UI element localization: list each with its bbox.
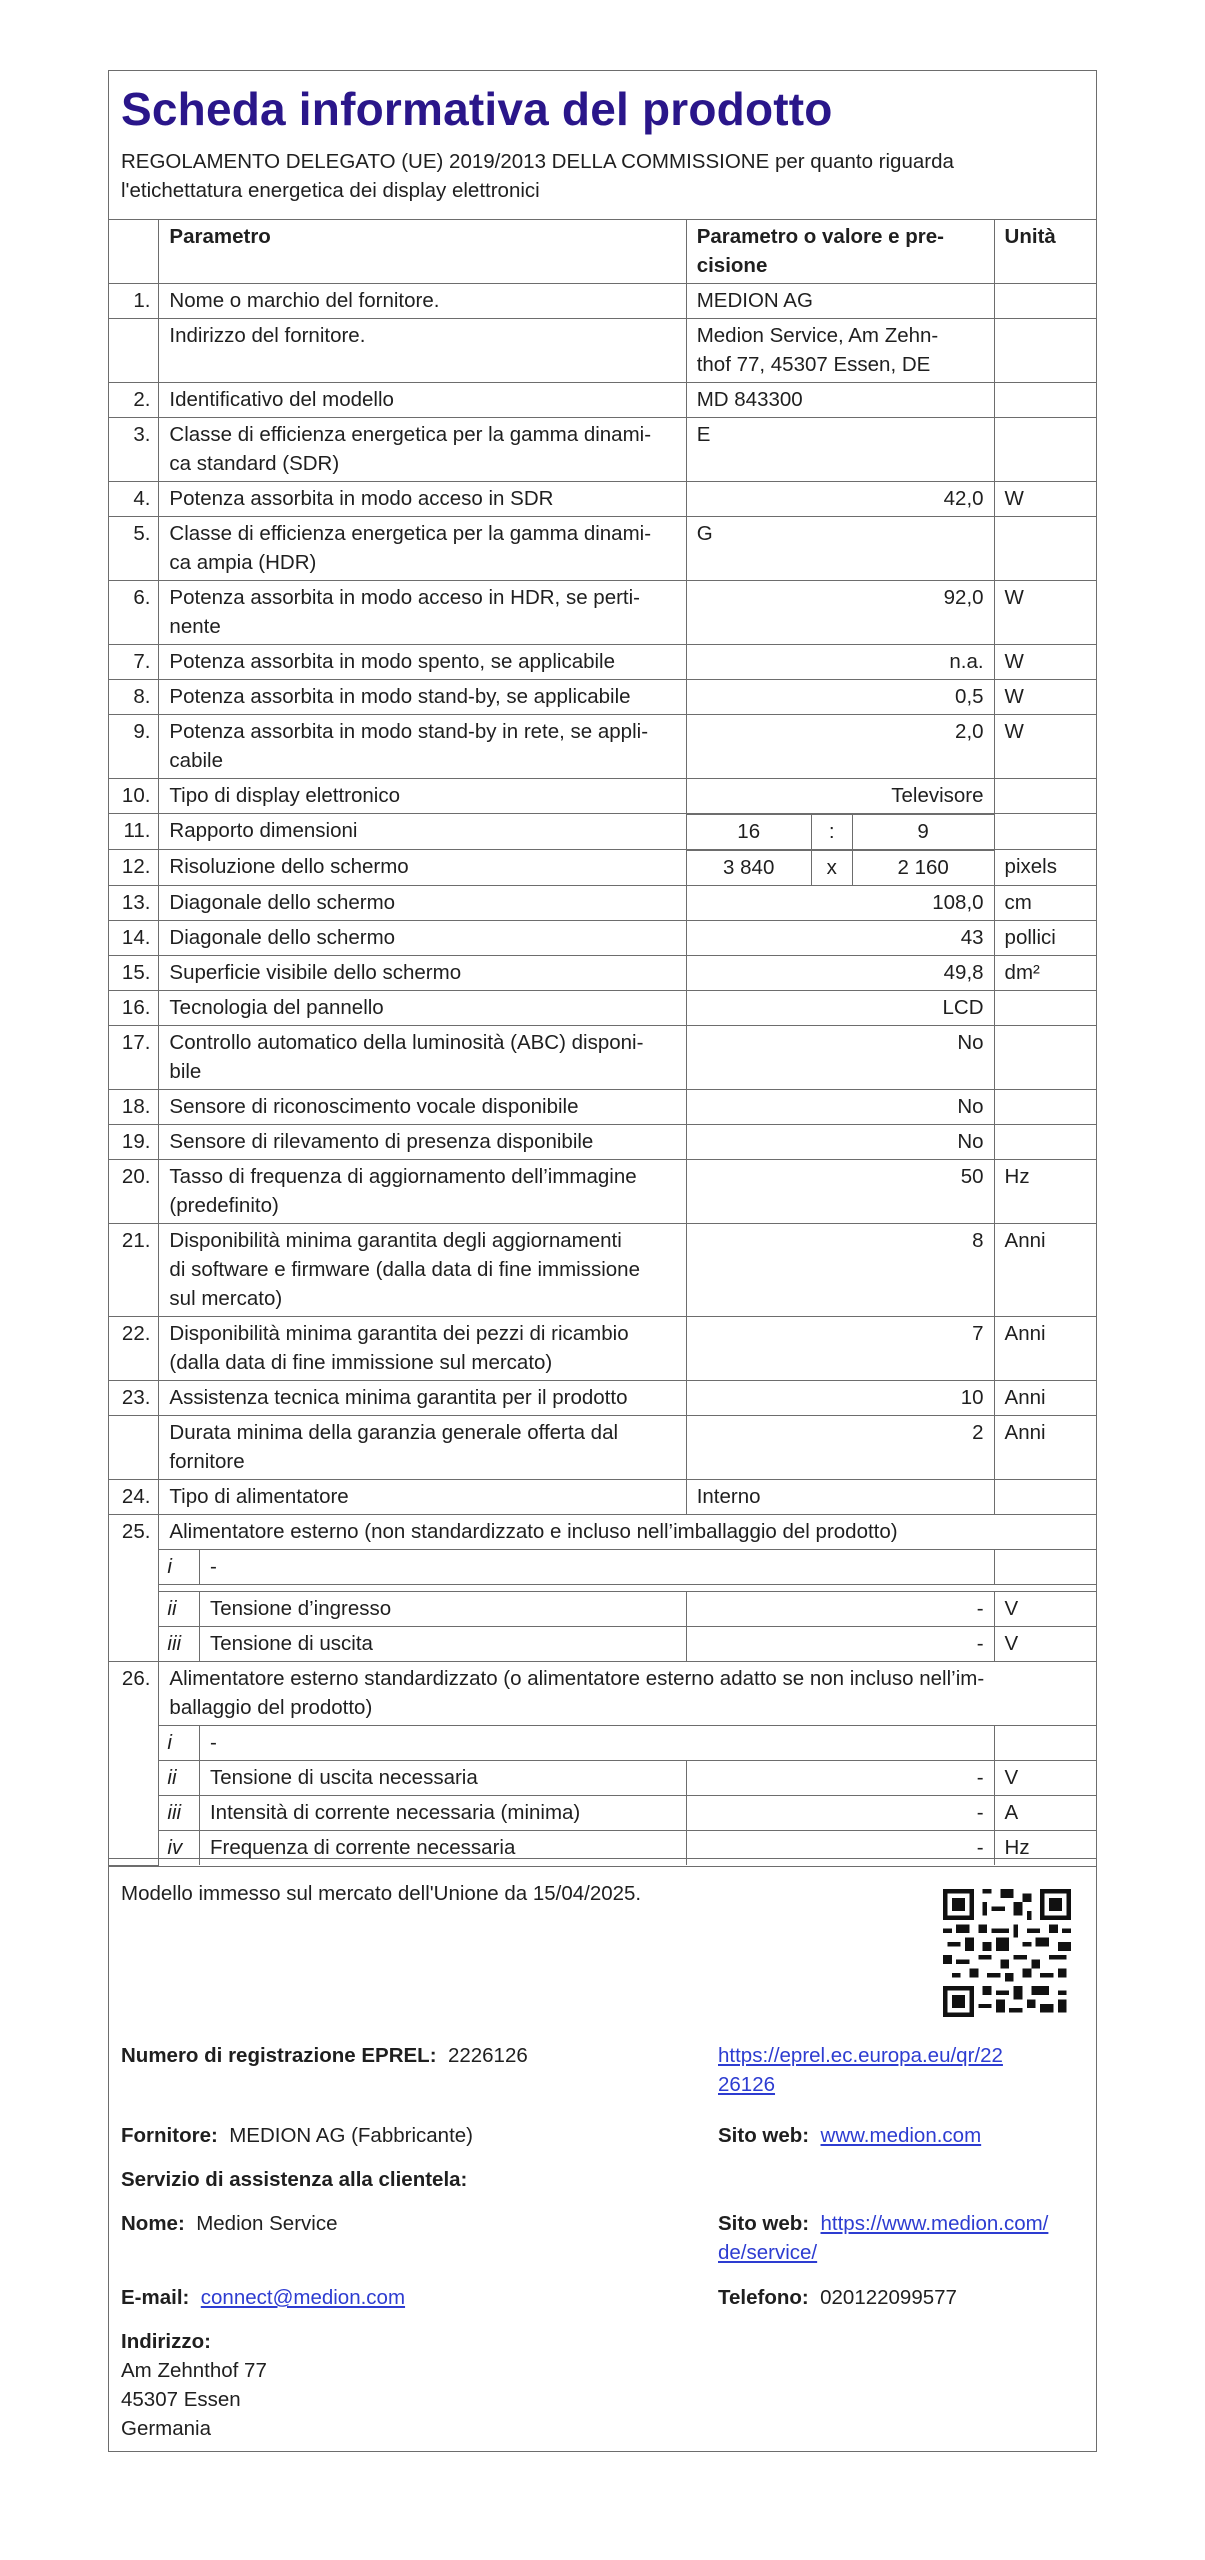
table-row: 21. Disponibilità minima garantita degli aggiornamenti di software e firmware (dalla data di fine immissione sul mercato) 8 Anni bbox=[109, 1224, 1096, 1317]
table-subrow: i - bbox=[109, 1726, 1096, 1761]
page-title: Scheda informativa del prodotto bbox=[121, 83, 833, 135]
table-header-row bbox=[109, 220, 1096, 284]
table-row: 23. Assistenza tecnica minima garantita per il prodotto 10 Anni bbox=[109, 1381, 1096, 1416]
supplier-website: Sito web: www.medion.com bbox=[718, 2124, 982, 2147]
table-row: 2. Identificativo del modello MD 843300 bbox=[109, 383, 1096, 418]
eprel-link[interactable]: https://eprel.ec.europa.eu/qr/22 26126 bbox=[718, 2044, 1003, 2096]
table-subrow: iii Intensità di corrente necessaria (minima) - A bbox=[109, 1796, 1096, 1831]
eprel-number: 2226126 bbox=[447, 2044, 528, 2067]
table-row: 14. Diagonale dello schermo 43 pollici bbox=[109, 921, 1096, 956]
table-row: 8. Potenza assorbita in modo stand-by, se applicabile 0,5 W bbox=[109, 680, 1096, 715]
table-row: 9. Potenza assorbita in modo stand-by in rete, se appli- cabile 2,0 W bbox=[109, 715, 1096, 779]
registration-info-box bbox=[108, 1858, 1097, 2452]
table-row: 6. Potenza assorbita in modo acceso in HDR, se perti- nente 92,0 W bbox=[109, 581, 1096, 645]
header-parametro: Parametro bbox=[159, 220, 686, 284]
table-row: 25. Alimentatore esterno (non standardizzato e incluso nell’imballaggio del prodotto) bbox=[109, 1515, 1096, 1550]
service-heading: Servizio di assistenza alla clientela: bbox=[121, 2168, 468, 2191]
service-email: E-mail: connect@medion.com bbox=[121, 2286, 406, 2309]
qr-code-icon[interactable] bbox=[943, 1889, 1071, 2017]
table-row: 19. Sensore di rilevamento di presenza disponibile No bbox=[109, 1125, 1096, 1160]
table-row: 1. Nome o marchio del fornitore. MEDION AG bbox=[109, 284, 1096, 319]
spec-table bbox=[109, 219, 1096, 1866]
service-website-link[interactable]: https://www.medion.com/ bbox=[820, 2212, 1049, 2235]
service-website: Sito web: https://www.medion.com/ de/service/ bbox=[718, 2212, 1049, 2264]
website-link[interactable]: www.medion.com bbox=[820, 2124, 982, 2147]
table-row: Indirizzo del fornitore. Medion Service, Am Zehn- thof 77, 45307 Essen, DE bbox=[109, 319, 1096, 383]
table-subrow: ii Tensione d’ingresso - V bbox=[109, 1592, 1096, 1627]
table-row: 17. Controllo automatico della luminosità (ABC) disponi- bile No bbox=[109, 1026, 1096, 1090]
table-row: 22. Disponibilità minima garantita dei pezzi di ricambio (dalla data di fine immissione sul mercato) 7 Anni bbox=[109, 1317, 1096, 1381]
table-row: 20. Tasso di frequenza di aggiornamento dell’immagine (predefinito) 50 Hz bbox=[109, 1160, 1096, 1224]
service-address: Indirizzo: Am Zehnthof 77 45307 Essen Germania bbox=[121, 2330, 267, 2440]
table-row: 16. Tecnologia del pannello LCD bbox=[109, 991, 1096, 1026]
eprel-registration: Numero di registrazione EPREL: 2226126 bbox=[121, 2044, 528, 2067]
table-row: 3. Classe di efficienza energetica per la gamma dinami- ca standard (SDR) E bbox=[109, 418, 1096, 482]
table-row: 18. Sensore di riconoscimento vocale disponibile No bbox=[109, 1090, 1096, 1125]
table-row: 11. Rapporto dimensioni 16 : 9 bbox=[109, 814, 1096, 850]
table-row: 4. Potenza assorbita in modo acceso in SDR 42,0 W bbox=[109, 482, 1096, 517]
table-row: 26. Alimentatore esterno standardizzato (o alimentatore esterno adatto se non incluso nell’im- ballaggio del prodotto) bbox=[109, 1662, 1096, 1726]
table-row: 5. Classe di efficienza energetica per la gamma dinami- ca ampia (HDR) G bbox=[109, 517, 1096, 581]
header-unit: Unità bbox=[994, 220, 1096, 284]
table-subrow: ii Tensione di uscita necessaria - V bbox=[109, 1761, 1096, 1796]
table-subrow: iii Tensione di uscita - V bbox=[109, 1627, 1096, 1662]
table-subrow: i - bbox=[109, 1550, 1096, 1585]
table-subrow: iv Frequenza di corrente necessaria - Hz bbox=[109, 1831, 1096, 1866]
email-link[interactable]: connect@medion.com bbox=[200, 2286, 406, 2309]
table-row: 7. Potenza assorbita in modo spento, se applicabile n.a. W bbox=[109, 645, 1096, 680]
table-gap bbox=[159, 1585, 1096, 1592]
regulation-subtitle: REGOLAMENTO DELEGATO (UE) 2019/2013 DELLA COMMISSIONE per quanto riguarda l'etichettatura energetica dei display elettronici bbox=[121, 150, 954, 202]
table-row: 12. Risoluzione dello schermo 3 840 x 2 160 pixels bbox=[109, 850, 1096, 886]
supplier-info: Fornitore: MEDION AG (Fabbricante) bbox=[121, 2124, 473, 2147]
table-row: 10. Tipo di display elettronico Televisore bbox=[109, 779, 1096, 814]
table-row: 15. Superficie visibile dello schermo 49,8 dm² bbox=[109, 956, 1096, 991]
table-row: 13. Diagonale dello schermo 108,0 cm bbox=[109, 886, 1096, 921]
table-row: 24. Tipo di alimentatore Interno bbox=[109, 1480, 1096, 1515]
table-row: Durata minima della garanzia generale offerta dal fornitore 2 Anni bbox=[109, 1416, 1096, 1480]
header-value: Parametro o valore e pre- cisione bbox=[686, 220, 994, 284]
market-date-text: Modello immesso sul mercato dell'Unione da 15/04/2025. bbox=[121, 1882, 642, 1905]
service-phone: Telefono: 020122099577 bbox=[718, 2286, 957, 2309]
spec-sheet bbox=[108, 70, 1097, 1867]
service-name: Nome: Medion Service bbox=[121, 2212, 338, 2235]
